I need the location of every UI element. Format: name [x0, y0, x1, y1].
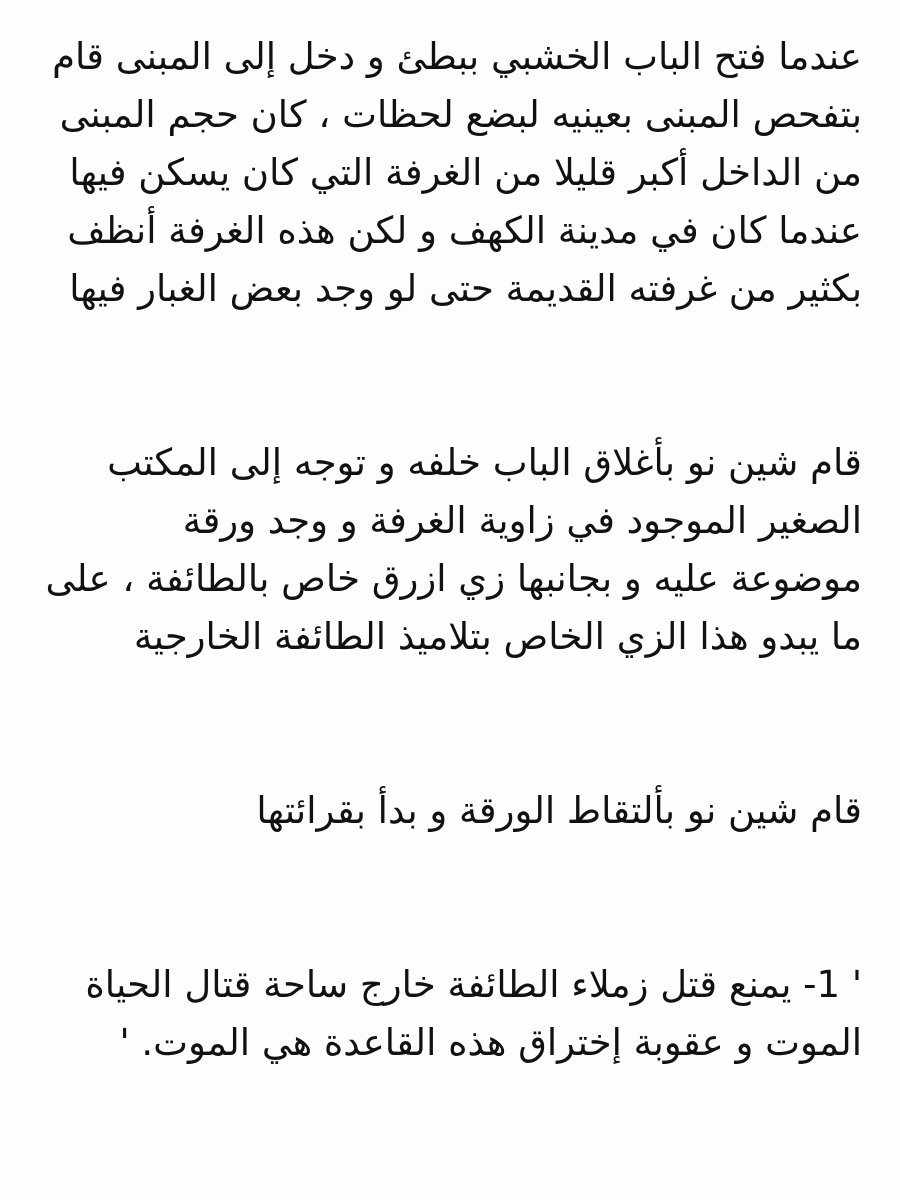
paragraph-4 — [40, 956, 862, 1072]
text-line: ' 1- يمنع قتل زملاء الطائفة خارج ساحة قتال الحياة — [85, 963, 862, 1006]
paragraph-1 — [40, 28, 862, 318]
paragraph-spacer — [40, 840, 862, 956]
text-line: ما يبدو هذا الزي الخاص بتلاميذ الطائفة الخارجية — [133, 615, 862, 658]
text-line: من الداخل أكبر قليلا من الغرفة التي كان يسكن فيها — [69, 151, 862, 194]
text-line: موضوعة عليه و بجانبها زي ازرق خاص بالطائفة ، على — [45, 557, 862, 600]
text-line: عندما فتح الباب الخشبي ببطئ و دخل إلى المبنى قام — [52, 35, 862, 78]
text-line: قام شين نو بألتقاط الورقة و بدأ بقرائتها — [256, 789, 862, 832]
text-line: الموت و عقوبة إختراق هذه القاعدة هي الموت. ' — [119, 1021, 862, 1064]
document-page — [40, 28, 862, 1072]
paragraph-spacer — [40, 666, 862, 782]
paragraph-spacer — [40, 318, 862, 434]
text-line: بكثير من غرفته القديمة حتى لو وجد بعض الغبار فيها — [69, 267, 862, 310]
text-line: بتفحص المبنى بعينيه لبضع لحظات ، كان حجم المبنى — [59, 93, 862, 136]
paragraph-3 — [40, 782, 862, 840]
text-line: الصغير الموجود في زاوية الغرفة و وجد ورقة — [182, 499, 862, 542]
paragraph-2 — [40, 434, 862, 666]
text-line: عندما كان في مدينة الكهف و لكن هذه الغرفة أنظف — [67, 209, 862, 252]
text-line: قام شين نو بأغلاق الباب خلفه و توجه إلى المكتب — [107, 441, 862, 484]
